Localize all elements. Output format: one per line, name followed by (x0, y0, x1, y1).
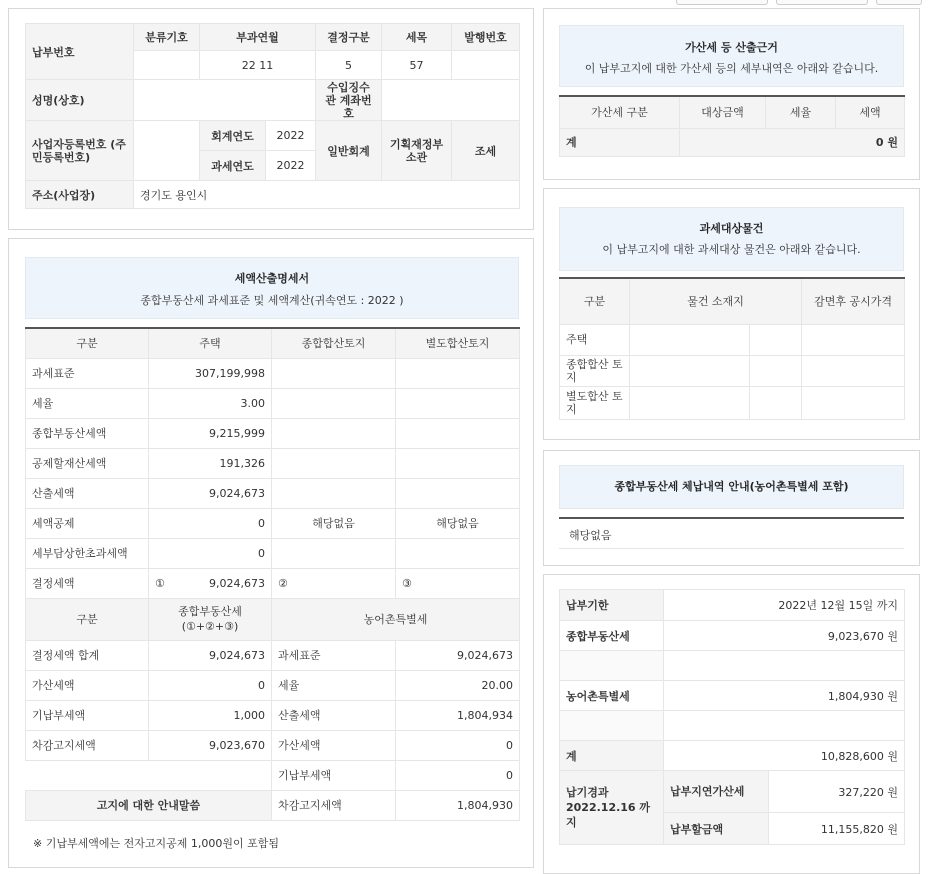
calc-row (26, 508, 520, 538)
sub-row-value: 9,024,673 (149, 640, 272, 670)
objects-subtitle: 이 납부고지에 대한 과세대상 물건은 아래와 같습니다. (602, 243, 861, 256)
calc-row-sep (396, 418, 520, 448)
objects-row-extra (750, 386, 802, 419)
sub-row-rlabel: 가산세액 (272, 730, 396, 760)
marker-3: ③ (396, 568, 520, 598)
calc-header-sep-land: 별도합산토지 (396, 328, 520, 358)
arrears-panel (543, 450, 920, 566)
calc-row-house: 3.00 (149, 388, 272, 418)
calc-panel (8, 238, 534, 868)
calc-banner (25, 257, 519, 319)
objects-row-location (630, 386, 750, 419)
objects-banner (559, 207, 904, 271)
calc-row-house: 307,199,998 (149, 358, 272, 388)
calc-row-label: 세부담상한초과세액 (26, 538, 149, 568)
sub-row (26, 730, 520, 760)
sub-row-rvalue: 0 (396, 760, 520, 790)
penalty-title: 가산세 등 산출근거 (685, 41, 778, 54)
objects-header-price: 감면후 공시가격 (802, 278, 905, 324)
payment-info-table (25, 23, 520, 209)
calc-row (26, 478, 520, 508)
sub-row-value: 0 (149, 670, 272, 700)
col-header-issue-number: 발행번호 (452, 24, 520, 51)
arrears-value: 해당없음 (559, 517, 904, 549)
arrears-title: 종합부동산세 체납내역 안내(농어촌특별세 포함) (614, 480, 849, 493)
payment-value-classification (134, 51, 200, 80)
collector-account-label: 수입징수관 계좌번호 (316, 80, 382, 121)
sub-row-rlabel: 과세표준 (272, 640, 396, 670)
total-label: 계 (560, 741, 664, 771)
penalty-table (559, 95, 905, 157)
calc-row-house: 191,326 (149, 448, 272, 478)
col-header-month: 부과연월 (200, 24, 316, 51)
sub-header-rural: 농어촌특별세 (272, 598, 520, 640)
objects-title: 과세대상물건 (699, 222, 764, 235)
calc-title: 세액산출명세서 (234, 272, 310, 285)
late-fee-label: 납부지연가산세 (664, 771, 769, 813)
calc-row-sep: 해당없음 (396, 508, 520, 538)
sub-header-comp-tax-formula: (①+②+③) (181, 620, 239, 633)
calc-row-sep (396, 358, 520, 388)
late-fee-value: 327,220 원 (769, 771, 905, 813)
comp-tax-value: 9,023,670 원 (664, 621, 905, 651)
last-rvalue: 1,804,930 (396, 790, 520, 820)
calc-row-comp (272, 448, 396, 478)
penalty-banner (559, 25, 904, 87)
col-header-tax-item: 세목 (382, 24, 452, 51)
sub-row-empty (26, 760, 272, 790)
sub-row-label: 가산세액 (26, 670, 149, 700)
fiscal-year-value: 2022 (266, 121, 316, 151)
sub-row (26, 760, 520, 790)
penalty-subtitle: 이 납부고지에 대한 가산세 등의 세부내역은 아래와 같습니다. (584, 62, 879, 75)
rural-blank-value (664, 711, 905, 741)
calc-row-label: 산출세액 (26, 478, 149, 508)
sub-row-value: 9,023,670 (149, 730, 272, 760)
summary-table (559, 589, 905, 845)
objects-row (560, 355, 905, 386)
calc-row-label: 종합부동산세액 (26, 418, 149, 448)
sub-row-rlabel: 산출세액 (272, 700, 396, 730)
sub-row-label: 기납부세액 (26, 700, 149, 730)
calc-row (26, 358, 520, 388)
calc-row-house: 9,215,999 (149, 418, 272, 448)
payment-value-decision: 5 (316, 51, 382, 80)
calc-row-comp (272, 358, 396, 388)
penalty-panel (543, 8, 920, 180)
penalty-header-type: 가산세 구분 (560, 96, 680, 128)
calc-row-sep (396, 478, 520, 508)
penalty-total-label: 계 (560, 128, 680, 156)
objects-header-location: 물건 소재지 (630, 278, 802, 324)
last-rlabel: 차감고지세액 (272, 790, 396, 820)
objects-row (560, 386, 905, 419)
payment-info-panel (8, 8, 534, 230)
objects-panel (543, 188, 920, 440)
name-value (134, 80, 316, 121)
calc-row-house: 0 (149, 508, 272, 538)
calc-row-house: 0 (149, 538, 272, 568)
sub-header-type: 구분 (26, 598, 149, 640)
penalty-total-value: 0 원 (680, 128, 905, 156)
objects-row-type: 별도합산 토지 (560, 386, 630, 419)
calc-row-sep (396, 538, 520, 568)
calc-row-label: 과세표준 (26, 358, 149, 388)
pay-amount-value: 11,155,820 원 (769, 813, 905, 845)
sub-row-label: 차감고지세액 (26, 730, 149, 760)
comp-tax-blank (560, 651, 664, 681)
decided-value-1: 9,024,673 (209, 576, 265, 590)
objects-row-location (630, 324, 750, 355)
objects-table (559, 277, 905, 420)
calc-header-comp-land: 종합합산토지 (272, 328, 396, 358)
objects-row-type: 종합합산 토지 (560, 355, 630, 386)
address-value: 경기도 용인시 (134, 181, 520, 209)
biz-reg-label: 사업자등록번호 (주민등록번호) (26, 121, 134, 181)
tax-year-label: 과세연도 (200, 151, 266, 181)
calc-decided-row (26, 568, 520, 598)
notice-label: 고지에 대한 안내말씀 (26, 790, 272, 820)
calc-row-comp (272, 388, 396, 418)
calc-header-type: 구분 (26, 328, 149, 358)
collector-account-value (382, 80, 520, 121)
calc-header-house: 주택 (149, 328, 272, 358)
sub-row (26, 670, 520, 700)
sub-row-rlabel: 세율 (272, 670, 396, 700)
calc-row (26, 448, 520, 478)
rural-label: 농어촌특별세 (560, 681, 664, 711)
sub-header-comp-tax (149, 598, 272, 640)
objects-row-price (802, 355, 905, 386)
payment-value-tax-item: 57 (382, 51, 452, 80)
calc-table (25, 327, 520, 821)
calc-footnote: ※ 기납부세액에는 전자고지공제 1,000원이 포함됨 (33, 837, 279, 850)
top-button-1[interactable] (676, 0, 768, 5)
col-header-decision: 결정구분 (316, 24, 382, 51)
objects-header-type: 구분 (560, 278, 630, 324)
tax-year-value: 2022 (266, 151, 316, 181)
calc-decided-label: 결정세액 (26, 568, 149, 598)
calc-row-sep (396, 448, 520, 478)
marker-2: ② (272, 568, 396, 598)
objects-row-extra (750, 324, 802, 355)
calc-row-comp (272, 478, 396, 508)
calc-row-comp (272, 538, 396, 568)
objects-row-price (802, 324, 905, 355)
calc-row-label: 세율 (26, 388, 149, 418)
objects-row-extra (750, 355, 802, 386)
summary-panel (543, 574, 920, 874)
penalty-header-tax: 세액 (836, 96, 905, 128)
rural-blank (560, 711, 664, 741)
biz-reg-value (134, 121, 200, 181)
rural-value: 1,804,930 원 (664, 681, 905, 711)
deadline-label: 납부기한 (560, 590, 664, 621)
calc-decided-house (149, 568, 272, 598)
objects-row (560, 324, 905, 355)
calc-row-label: 세액공제 (26, 508, 149, 538)
arrears-banner (559, 465, 904, 509)
calc-row-comp: 해당없음 (272, 508, 396, 538)
calc-row-house: 9,024,673 (149, 478, 272, 508)
tax-type-label: 조세 (452, 121, 520, 181)
calc-row-comp (272, 418, 396, 448)
top-button-3[interactable] (876, 0, 922, 5)
top-button-2[interactable] (776, 0, 868, 5)
sub-row-value: 1,000 (149, 700, 272, 730)
col-header-classification: 분류기호 (134, 24, 200, 51)
objects-row-price (802, 386, 905, 419)
total-value: 10,828,600 원 (664, 741, 905, 771)
fiscal-year-label: 회계연도 (200, 121, 266, 151)
objects-row-location (630, 355, 750, 386)
sub-row-label: 결정세액 합계 (26, 640, 149, 670)
payment-value-issue-number (452, 51, 520, 80)
payment-number-label: 납부번호 (26, 24, 134, 80)
overdue-label: 납기경과 2022.12.16 까지 (560, 771, 664, 845)
calc-row-label: 공제할재산세액 (26, 448, 149, 478)
payment-value-month: 22 11 (200, 51, 316, 80)
calc-row (26, 538, 520, 568)
sub-header-comp-tax-label: 종합부동산세 (178, 605, 242, 618)
general-account-label: 일반회계 (316, 121, 382, 181)
name-label: 성명(상호) (26, 80, 134, 121)
sub-row-rvalue: 1,804,934 (396, 700, 520, 730)
sub-row (26, 700, 520, 730)
calc-subtitle: 종합부동산세 과세표준 및 세액계산(귀속연도 : 2022 ) (140, 294, 404, 307)
marker-1: ① (155, 576, 165, 590)
pay-amount-label: 납부할금액 (664, 813, 769, 845)
sub-row-rlabel: 기납부세액 (272, 760, 396, 790)
sub-row-rvalue: 0 (396, 730, 520, 760)
sub-row-rvalue: 20.00 (396, 670, 520, 700)
ministry-label: 기획재정부 소관 (382, 121, 452, 181)
sub-row-rvalue: 9,024,673 (396, 640, 520, 670)
comp-tax-blank-value (664, 651, 905, 681)
calc-row (26, 388, 520, 418)
penalty-header-amount: 대상금액 (680, 96, 766, 128)
objects-row-type: 주택 (560, 324, 630, 355)
comp-tax-label: 종합부동산세 (560, 621, 664, 651)
penalty-header-rate: 세율 (766, 96, 836, 128)
deadline-value: 2022년 12월 15일 까지 (664, 590, 905, 621)
calc-row-sep (396, 388, 520, 418)
sub-row (26, 640, 520, 670)
calc-row (26, 418, 520, 448)
address-label: 주소(사업장) (26, 181, 134, 209)
